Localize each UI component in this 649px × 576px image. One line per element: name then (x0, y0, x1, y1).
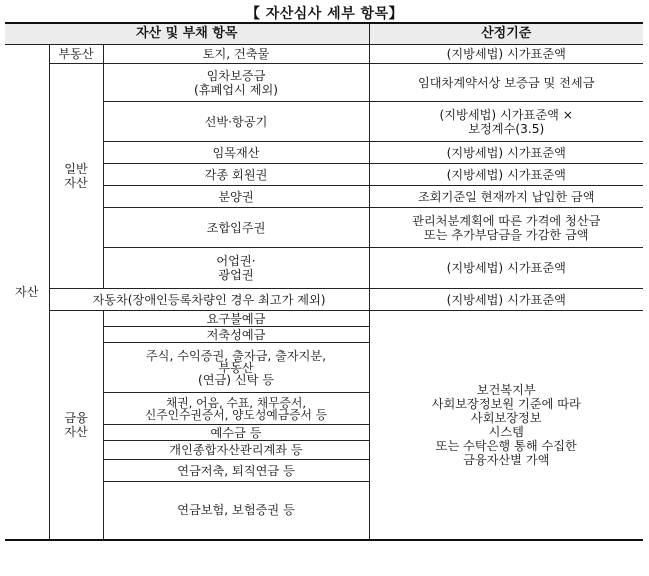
basis-vehicle: (지방세법) 시가표준액 (369, 289, 643, 311)
item-ship-aircraft: 선박·항공기 (103, 102, 369, 142)
group-real-estate: 부동산 (49, 45, 103, 64)
basis-lease-deposit: 임대차계약서상 보증금 및 전세금 (369, 64, 643, 102)
item-fishing-mining: 어업권· 광업권 (103, 248, 369, 289)
group-financial-assets: 금융 자산 (49, 311, 103, 540)
basis-land-building: (지방세법) 시가표준액 (369, 45, 643, 64)
basis-memberships: (지방세법) 시가표준액 (369, 164, 643, 186)
item-land-building: 토지, 건축물 (103, 45, 369, 64)
financial-item-7: 연금보험, 보험증권 등 (103, 482, 369, 540)
item-timber: 임목재산 (103, 142, 369, 164)
basis-timber: (지방세법) 시가표준액 (369, 142, 643, 164)
table-row (5, 64, 643, 102)
header-row (5, 23, 643, 45)
group-vehicle: 자동차(장애인등록차량인 경우 최고가 제외) (49, 289, 369, 311)
basis-presale-rights: 조회기준일 현재까지 납입한 금액 (369, 186, 643, 208)
asset-review-table (5, 22, 643, 541)
basis-fishing-mining: (지방세법) 시가표준액 (369, 248, 643, 289)
asset-category-cell: 자산 (5, 45, 49, 540)
header-asset-debt-items: 자산 및 부채 항목 (5, 23, 369, 45)
financial-item-2: 주식, 수익증권, 출자금, 출자지분, 부동산 (연금) 신탁 등 (103, 343, 369, 393)
basis-union-rights: 관리처분계획에 따른 가격에 청산금 또는 추가부담금을 가감한 금액 (369, 208, 643, 248)
financial-item-5: 개인종합자산관리계좌 등 (103, 441, 369, 460)
item-memberships: 각종 회원권 (103, 164, 369, 186)
item-union-rights: 조합입주권 (103, 208, 369, 248)
group-general-assets: 일반 자산 (49, 64, 103, 289)
page-title: 【 자산심사 세부 항목】 (245, 6, 404, 22)
financial-item-0: 요구불예금 (103, 311, 369, 327)
financial-item-1: 저축성예금 (103, 327, 369, 343)
financial-item-4: 예수금 등 (103, 425, 369, 441)
financial-item-6: 연금저축, 퇴직연금 등 (103, 460, 369, 482)
item-presale-rights: 분양권 (103, 186, 369, 208)
item-lease-deposit: 임차보증금 (휴폐업시 제외) (103, 64, 369, 102)
table-row (5, 311, 643, 327)
header-calculation-basis: 산정기준 (369, 23, 643, 45)
basis-financial-assets: 보건복지부 사회보장정보원 기준에 따라 사회보장정보 시스템 또는 수탁은행 통해 수집한 금융자산별 가액 (369, 311, 643, 540)
financial-item-3: 채권, 어음, 수표, 채무증서, 신주인수권증서, 양도성예금증서 등 (103, 393, 369, 425)
table-row (5, 45, 643, 64)
basis-ship-aircraft: (지방세법) 시가표준액 × 보정계수(3.5) (369, 102, 643, 142)
table-row (5, 289, 643, 311)
